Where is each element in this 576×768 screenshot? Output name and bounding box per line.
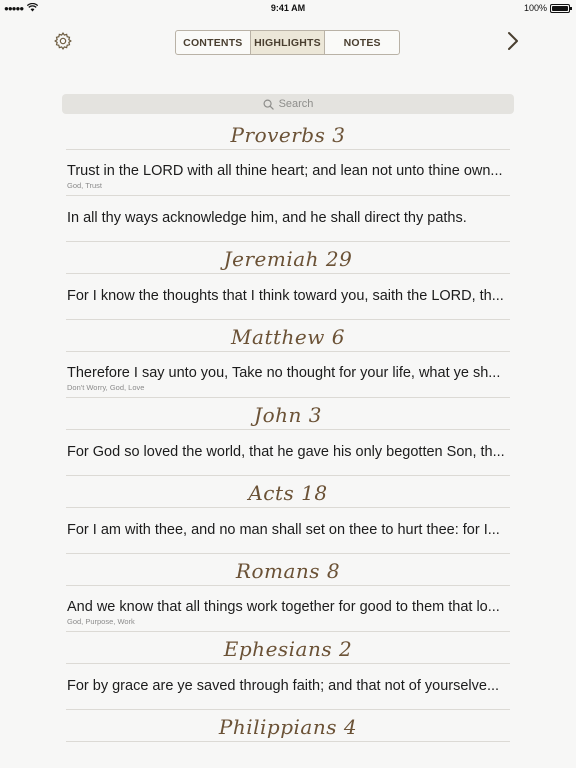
- highlight-row[interactable]: [66, 150, 510, 196]
- search-icon: [263, 99, 274, 110]
- highlight-row[interactable]: [66, 274, 510, 320]
- view-segmented-control: [175, 30, 400, 55]
- section-header: Matthew 6: [66, 320, 510, 352]
- tab-highlights[interactable]: HIGHLIGHTS: [251, 31, 326, 54]
- search-placeholder: Search: [278, 98, 314, 110]
- highlight-text: For I know the thoughts that I think toward you, saith the LORD, th...: [67, 288, 504, 304]
- highlight-text: Trust in the LORD with all thine heart; and lean not unto thine own...: [67, 163, 503, 179]
- status-time: 9:41 AM: [270, 3, 306, 13]
- section-header: Philippians 4: [66, 710, 510, 742]
- toolbar: [0, 24, 576, 60]
- highlight-row[interactable]: [66, 430, 510, 476]
- highlight-text: For God so loved the world, that he gave his only begotten Son, th...: [67, 444, 505, 460]
- highlight-text: For by grace are ye saved through faith; and that not of yourselve...: [67, 678, 500, 694]
- highlight-text: Therefore I say unto you, Take no thought for your life, what ye sh...: [67, 365, 501, 381]
- highlight-row[interactable]: [66, 586, 510, 632]
- search-field[interactable]: [62, 94, 514, 114]
- status-bar: [0, 0, 576, 18]
- highlight-row[interactable]: [66, 664, 510, 710]
- section-header: Ephesians 2: [66, 632, 510, 664]
- highlight-row[interactable]: [66, 196, 510, 242]
- tab-contents[interactable]: CONTENTS: [176, 31, 251, 54]
- status-right: [524, 3, 570, 13]
- highlight-text: And we know that all things work together for good to them that lo...: [67, 599, 500, 615]
- battery-percent: 100%: [523, 3, 547, 13]
- section-header: Acts 18: [66, 476, 510, 508]
- signal-icon: ●●●●●: [4, 4, 24, 13]
- highlight-row[interactable]: [66, 508, 510, 554]
- section-header: Proverbs 3: [66, 118, 510, 150]
- highlight-tags: Don't Worry, God, Love: [67, 383, 145, 392]
- section-header: Jeremiah 29: [66, 242, 510, 274]
- highlight-text: For I am with thee, and no man shall set on thee to hurt thee: for I...: [67, 522, 500, 538]
- gear-icon[interactable]: [53, 31, 73, 51]
- highlight-tags: God, Purpose, Work: [67, 617, 135, 626]
- battery-icon: [550, 4, 570, 13]
- highlight-row[interactable]: [66, 352, 510, 398]
- tab-notes[interactable]: NOTES: [343, 36, 381, 49]
- chevron-right-icon[interactable]: [506, 31, 520, 51]
- highlight-text: In all thy ways acknowledge him, and he shall direct thy paths.: [67, 210, 467, 226]
- highlight-tags: God, Trust: [67, 181, 103, 190]
- highlights-list: [0, 118, 576, 742]
- section-header: Romans 8: [66, 554, 510, 586]
- section-header: John 3: [66, 398, 510, 430]
